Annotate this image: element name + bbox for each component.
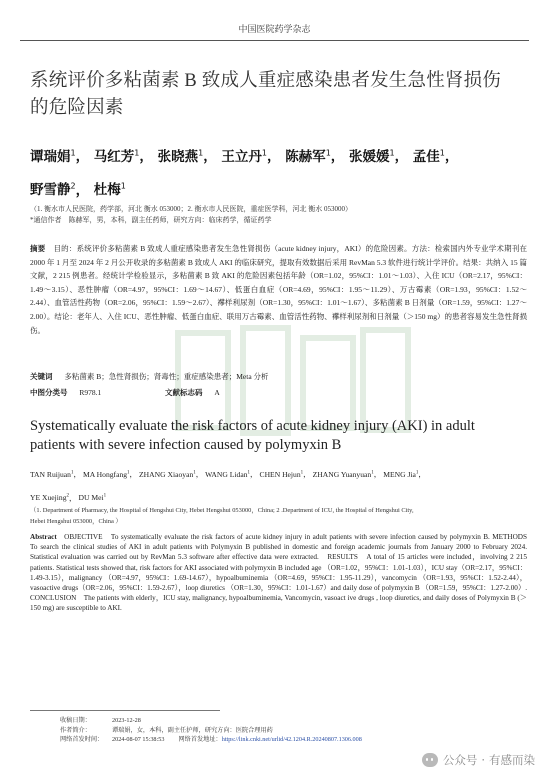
footnotes	[60, 716, 529, 745]
author-bio: 作者简介： 谭瑞娟，女，本科，副主任护师，研究方向：医院合理用药	[60, 726, 273, 734]
corresponding-author-cn: *通信作者 陈赫军，男，本科，副主任药师，研究方向：临床药学，循证药学	[30, 216, 272, 224]
author-en: DU Mei$^1$	[78, 493, 107, 503]
clc-label: 中图分类号	[30, 388, 68, 397]
authors-en-line1: TAN Ruijuan$^1$， MA Hongfang$^1$， ZHANG Xiaoyan$^1$， WANG Lidan$^1$， CHEN Hejun$^1$， ZHANG Yuanyuan$^1$， MENG Jia$^1$，	[30, 469, 426, 479]
author-en: CHEN Hejun$^1$	[259, 469, 304, 479]
author-en: YE Xuejing$^2$	[30, 493, 69, 503]
online-first-link[interactable]: https://link.cnki.net/urlid/42.1204.R.20240807.1306.008	[221, 736, 362, 743]
watermark-text2: 有感而染	[489, 753, 535, 767]
title-cn-line2: 的危险因素	[30, 98, 124, 118]
title-en-line2: patients with severe infection caused by polymyxin B	[30, 437, 342, 453]
author-cn: 野雪静$^2$	[30, 181, 76, 198]
footnote-divider	[30, 710, 220, 711]
authors-cn	[30, 138, 525, 205]
abstract-cn-text: 目的：系统评价多粘菌素 B 致成人重症感染患者发生急性肾损伤（acute kidney injury，AKI）的危险因素。方法：检索国内外专业学术期刊在 2000 年 1 月至 2024 年 2 月公开收录的多粘菌素 B 致成人 AKI 的临床研究，提取有效数据后采用 RevMan 5.3 软件进行统计学评价。结果：共纳入 15 篇文献，2 215 例患者。经统计学检验显示，多粘菌素 B 致 AKI 的危险因素包括年龄（OR=1.02，95%CI：1.01～1.03）、入住 ICU（OR=2.17，95%CI：1.49～3.15）、恶性肿瘤（OR=4.97，95%CI：1.69～14.67）、低蛋白血症（OR=4.69，95%CI：1.95～11.29）、万古霉素（OR=1.93，95%CI：1.52～2.44）、血管活性药物（OR=2.06，95%CI：1.59～2.67）、襻样利尿剂（OR=1.30，95%CI：1.01～1.67）、多粘菌素 B 日剂量（OR=1.59，95%CI：1.27～2.00）。结论：老年人、入住 ICU、恶性肿瘤、低蛋白血症、联用万古霉素、血管活性药物、襻样利尿剂和日剂量（＞150 mg）的患者容易发生急性肾损伤。	[30, 244, 528, 335]
author-en: WANG Lidan$^1$	[205, 469, 250, 479]
author-en: ZHANG Xiaoyan$^1$	[139, 469, 196, 479]
watermark-text1: 公众号	[442, 753, 478, 767]
author-cn: 张晓燕$^1$	[157, 148, 204, 165]
title-cn	[30, 68, 519, 122]
author-en: MENG Jia$^1$	[383, 469, 419, 479]
classification-cn	[30, 386, 527, 399]
keywords-cn-label: 关键词	[30, 372, 53, 381]
watermark-dot: ·	[481, 753, 485, 767]
doc-code-value: A	[214, 388, 220, 397]
url-label: 网络首发地址：	[178, 736, 222, 743]
title-cn-line1: 系统评价多粘菌素 B 致成人重症感染患者发生急性肾损伤	[30, 71, 501, 91]
abstract-en-text: OBJECTIVE To systematically evaluate the risk factors of acute kidney injury in adult patients with severe infection caused by polymyxin B. METHODS To search the clinical studies of AKI in adult patients with Polymyxin B published in domestic and foreign academic journals from January 2000 to February 2024. Statistical evaluation was carried out by RevMan 5.3 software after effective data were extracted. RESULTS A total of 15 articles were included，involving 2 215 patients. Statistical tests showed that, risk factors for AKI associated with polymyxin B included age （OR=1.02，95%CI：1.01-1.03），ICU stay（OR=2.17，95%CI：1.49-3.15），malignancy （OR=4.97，95%CI：1.69-14.67），hypoalbuminemia （OR=4.69，95%CI：1.95-11.29），vancomycin （OR=1.93，95%CI：1.52-2.44），vasoactive drugs（OR=2.06，95%CI：1.59-2.67），loop diuretics （OR=1.30，95%CI：1.01-1.67）and daily dose of polymyxin B （OR=1.59，95%CI：1.27-2.00）. CONCLUSION The patients with elderly，ICU stay, malignancy, hypoalbuminemia, Vancomycin, vasoact ive drugs , loop diuretics, and daily doses of Polymyxin B (＞150 mg) are susceptible to AKI.	[30, 533, 535, 613]
affiliation-en	[30, 505, 527, 527]
abstract-cn-label: 摘要	[30, 244, 46, 253]
author-cn: 谭瑞娟$^1$	[30, 148, 76, 165]
clc-value: R978.1	[79, 388, 102, 397]
author-cn: 马红芳$^1$	[93, 148, 140, 165]
received-date: 收稿日期： 2023-12-28	[60, 717, 141, 724]
abstract-cn	[30, 242, 527, 337]
wechat-watermark	[422, 752, 535, 768]
abstract-en-label: Abstract	[30, 533, 57, 541]
journal-header: 中国医院药学杂志	[238, 24, 311, 34]
title-en	[30, 417, 519, 455]
online-first-info: 网络首发时间： 2024-08-07 15:38:53 网络首发地址：https://link.cnki.net/urlid/42.1204.R.20240807.1306.008	[60, 736, 362, 743]
affiliation-en-line1: （1. Department of Pharmacy, the Hospital of Hengshui City, Hebei Hengshui 053000，China; 2 .Department of ICU, the Hospital of Hengshui City,	[30, 507, 414, 514]
doc-code-label: 文献标志码	[165, 388, 203, 397]
author-cn: 陈赫军$^1$	[285, 148, 331, 165]
title-en-line1: Systematically evaluate the risk factors of acute kidney injury (AKI) in adult	[30, 418, 475, 434]
author-cn: 王立丹$^1$	[221, 148, 267, 165]
author-en: ZHANG Yuanyuan$^1$	[312, 469, 374, 479]
keywords-cn	[30, 370, 527, 383]
keywords-cn-text: 多粘菌素 B；急性肾损伤；肾毒性；重症感染患者；Meta 分析	[64, 372, 269, 381]
author-cn: 孟佳$^1$	[412, 148, 445, 165]
author-en: TAN Ruijuan$^1$	[30, 469, 74, 479]
affiliation-cn-line1: （1. 衡水市人民医院，药学部，河北 衡水 053000；2. 衡水市人民医院，重症医学科，河北 衡水 053000）	[30, 205, 352, 213]
authors-cn-line1: 谭瑞娟$^1$， 马红芳$^1$， 张晓燕$^1$， 王立丹$^1$， 陈赫军$^1$， 张媛媛$^1$， 孟佳$^1$，	[30, 148, 459, 165]
affiliation-cn	[30, 204, 529, 226]
authors-cn-line2: 野雪静$^2$， 杜梅$^1$	[30, 181, 126, 198]
author-cn: 杜梅$^1$	[93, 181, 126, 198]
wechat-icon	[422, 753, 438, 767]
author-cn: 张媛媛$^1$	[348, 148, 395, 165]
abstract-en	[30, 532, 535, 614]
header-divider	[20, 40, 529, 41]
authors-en-line2: YE Xuejing$^2$， DU Mei$^1$	[30, 493, 107, 503]
author-en: MA Hongfang$^1$	[82, 469, 130, 479]
affiliation-en-line2: Hebei Hengshui 053000，China ）	[30, 518, 122, 525]
authors-en	[30, 462, 527, 509]
